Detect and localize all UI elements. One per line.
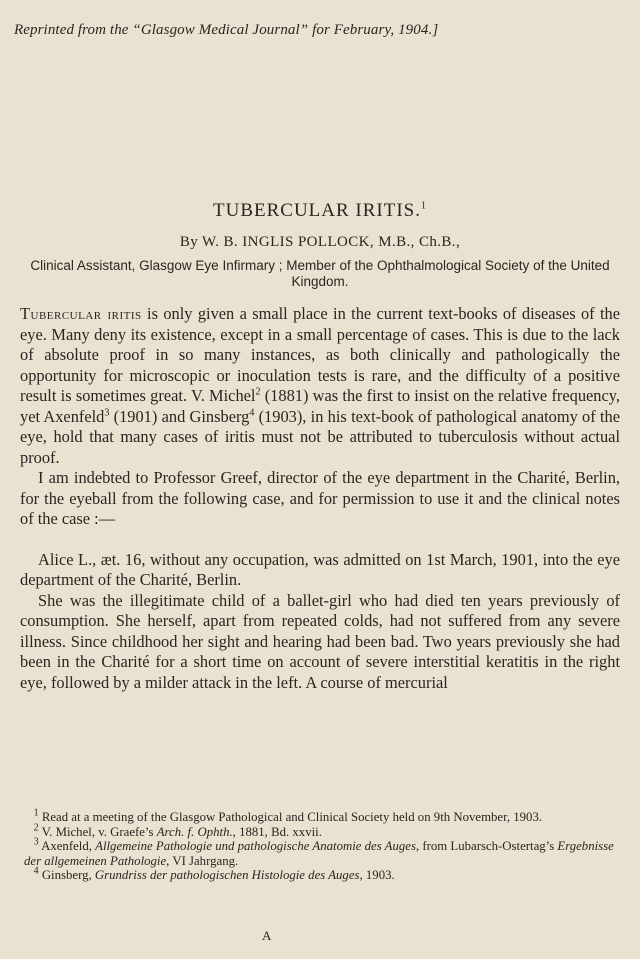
reprint-note: Reprinted from the “Glasgow Medical Journal” for February, 1904.]: [14, 22, 439, 38]
footnote-3-text-b: , from Lubarsch-Ostertag’s: [415, 839, 558, 854]
article-title: [0, 200, 640, 222]
footnote-ref-3: 3: [104, 407, 110, 419]
paragraph-1: [20, 304, 620, 468]
footnote-2-text-b: , 1881, Bd. xxvii.: [232, 824, 322, 839]
footnote-1-mark: 1: [33, 807, 39, 819]
paragraph-1-text-b: (1881) was the first to insist on the relative frequency, yet Axenfeld: [20, 386, 620, 426]
paragraph-2: I am indebted to Professor Greef, director of the eye department in the Charité, Berlin, for the eyeball from the following case, and for permission to use it and the clinical notes of the case :—: [20, 468, 620, 528]
article-body: [20, 304, 620, 693]
footnote-1: [24, 807, 620, 825]
paragraph-1-text-a: is only given a small place in the current text-books of diseases of the eye. Many deny its existence, except in a small percentage of cases. This is due to the lack of absolute proof in so many instances, as both clinically and pathologically the opportunity for microscopic or inoculation tests is rare, and the difficulty of a positive result is sometimes great. V. Michel: [20, 304, 620, 405]
author-byline: By W. B. INGLIS POLLOCK, M.B., Ch.B.,: [179, 234, 461, 250]
paragraph-3: Alice L., æt. 16, without any occupation, was admitted on 1st March, 1901, into the eye department of the Charité, Berlin.: [20, 549, 620, 589]
footnote-4-text-a: Ginsberg,: [41, 868, 95, 883]
footnote-2: [24, 822, 620, 840]
footnote-2-text-a: V. Michel, v. Graefe’s: [41, 824, 157, 839]
paragraph-lead: Tubercular iritis: [20, 304, 142, 323]
footnote-4-text-b: , 1903.: [359, 868, 395, 883]
footnote-4-mark: 4: [33, 866, 39, 878]
footnote-3-mark: 3: [33, 836, 39, 848]
footnote-4: [24, 868, 620, 883]
title-text: TUBERCULAR IRITIS.: [213, 200, 421, 221]
footnote-ref-4: 4: [249, 407, 255, 419]
footnote-2-mark: 2: [33, 822, 39, 834]
signature-mark: A: [262, 928, 272, 943]
paragraph-1-text-d: (1903), in his text-book of pathological anatomy of the eye, hold that many cases of iritis must not be attributed to tuberculosis without actual proof.: [20, 406, 620, 467]
footnote-4-italic: Grundriss der pathologischen Histologie des Auges: [94, 868, 360, 883]
title-footnote-mark: 1: [421, 200, 427, 212]
footnote-ref-2: 2: [255, 386, 261, 398]
footnotes: [24, 807, 620, 883]
footnote-3-italic-2: Ergebnisse der allgemeinen Pathologie: [24, 839, 614, 868]
footnote-3-text-c: , VI Jahrgang.: [166, 853, 239, 868]
footnote-1-text: Read at a meeting of the Glasgow Pathological and Clinical Society held on 9th November, 1903.: [41, 810, 543, 824]
footnote-3-text-a: Axenfeld,: [41, 839, 96, 854]
footnote-3: [24, 836, 620, 868]
footnote-3-italic-1: Allgemeine Pathologie und pathologische Anatomie des Auges: [95, 839, 416, 854]
author-affiliation: Clinical Assistant, Glasgow Eye Infirmary ; Member of the Ophthalmological Society of the United Kingdom.: [30, 258, 610, 289]
footnote-2-italic: Arch. f. Ophth.: [156, 824, 233, 839]
paragraph-4: She was the illegitimate child of a ballet-girl who had died ten years previously of consumption. She herself, apart from repeated colds, had not suffered from any severe illness. Since childhood her sight and hearing had been bad. Two years previously she had been in the Charité for a short time on account of severe interstitial keratitis in the right eye, followed by a milder attack in the left. A course of mercurial: [20, 590, 620, 692]
paragraph-1-text-c: (1901) and Ginsberg: [109, 406, 250, 426]
